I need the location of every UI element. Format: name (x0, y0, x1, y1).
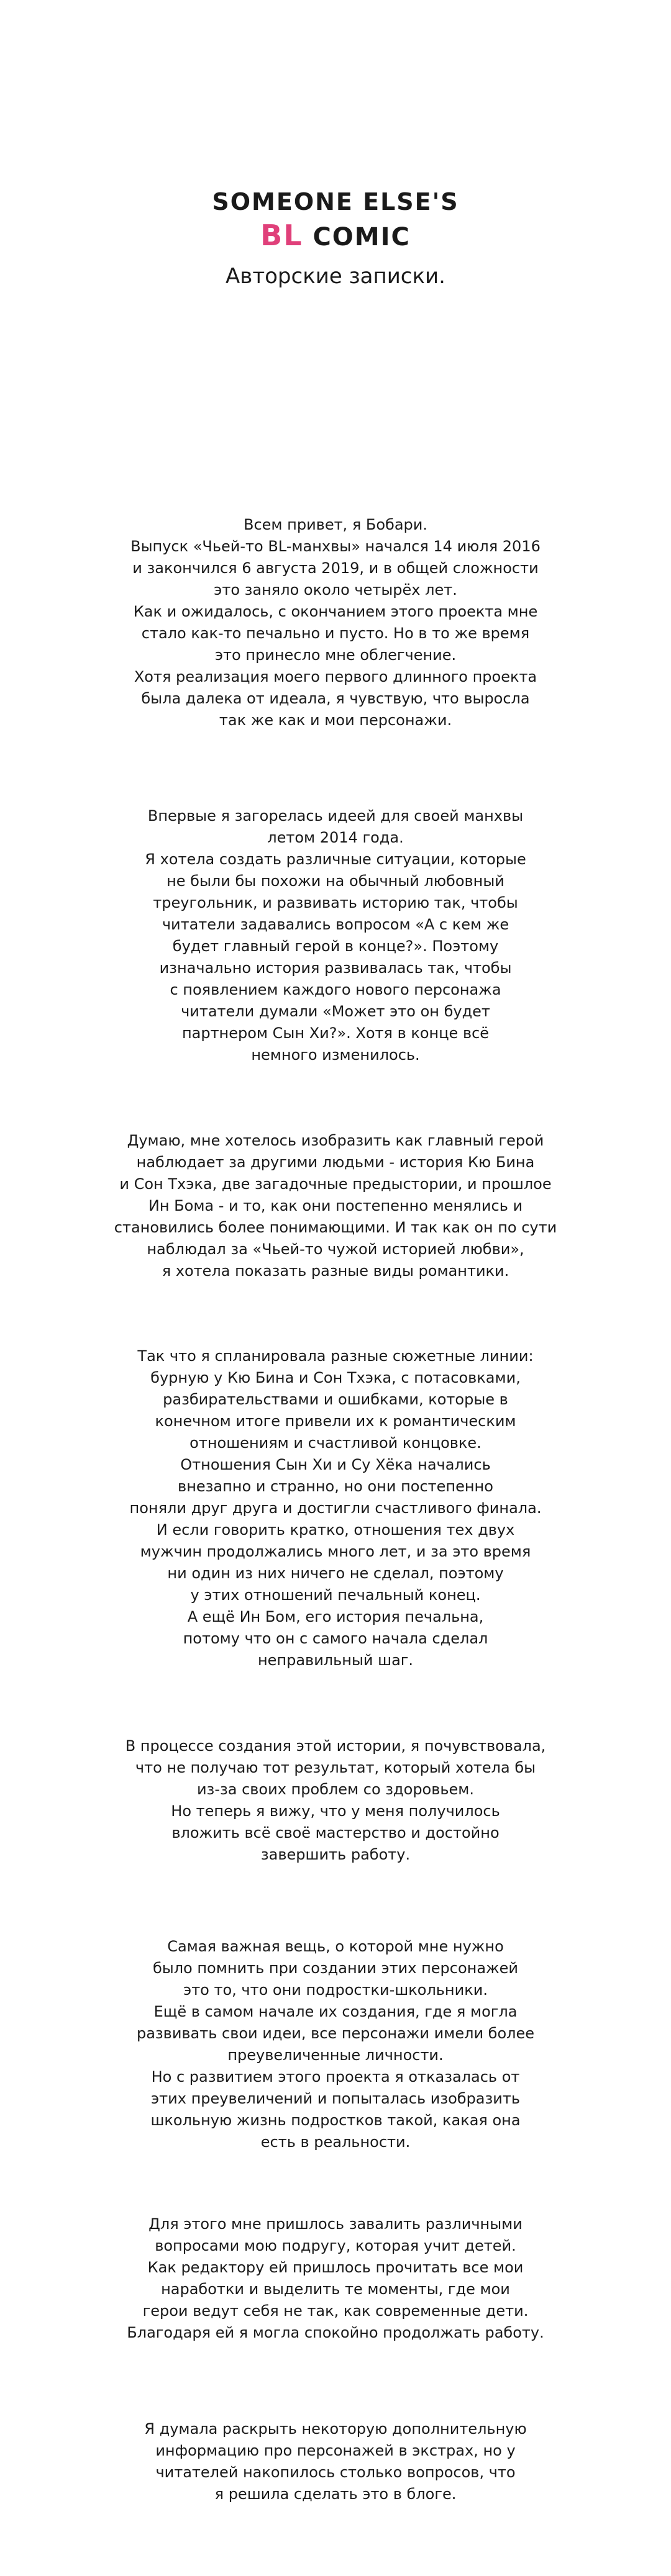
title-block (0, 186, 671, 294)
title-bl-comic (0, 217, 671, 255)
text-line: И если говорить кратко, отношения тех двух (156, 1521, 515, 1539)
text-line: у этих отношений печальный конец. (190, 1586, 481, 1604)
text-line: не были бы похожи на обычный любовный (167, 872, 504, 890)
text-line: я хотела показать разные виды романтики. (162, 1262, 509, 1280)
text-line: бурную у Кю Бина и Сон Тхэка, с потасовками, (150, 1369, 521, 1386)
text-line: немного изменилось. (251, 1046, 420, 1064)
text-line: наблюдает за другими людьми - история Кю Бина (136, 1154, 535, 1171)
text-line: Как редактору ей пришлось прочитать все мои (147, 2259, 524, 2276)
text-line: конечном итоге привели их к романтическим (155, 1412, 516, 1430)
text-line: было помнить при создании этих персонажей (152, 1959, 519, 1977)
text-line: читатели думали «Может это он будет (181, 1003, 490, 1020)
paragraph-main-hero (87, 1130, 584, 1282)
text-line: наблюдал за «Чьей-то чужой историей любви», (147, 1241, 524, 1258)
text-line: это то, что они подростки-школьники. (183, 1981, 488, 1999)
paragraph-teenagers (87, 1936, 584, 2153)
text-line: отношениям и счастливой концовке. (189, 1434, 482, 1452)
text-line: была далека от идеала, я чувствую, что выросла (141, 690, 530, 707)
text-line: изначально история развивалась так, чтобы (159, 959, 512, 977)
text-line: Но с развитием этого проекта я отказалась от (151, 2068, 520, 2086)
text-line: стало как-то печально и пусто. Но в то же время (141, 625, 530, 642)
title-bl-accent: BL (260, 219, 303, 252)
text-line: Ин Бома - и то, как они постепенно менялись и (148, 1197, 523, 1214)
text-line: так же как и мои персонажи. (219, 712, 452, 729)
text-line: Благодаря ей я могла спокойно продолжать работу. (127, 2324, 544, 2341)
text-line: Думаю, мне хотелось изобразить как главный герой (127, 1132, 544, 1149)
text-line: Но теперь я вижу, что у меня получилось (171, 1802, 500, 1820)
text-line: есть в реальности. (260, 2133, 411, 2151)
text-line: треугольник, и развивать историю так, чтобы (153, 894, 518, 911)
paragraph-blog (87, 2418, 584, 2505)
paragraph-editor-friend (87, 2213, 584, 2344)
text-line: наработки и выделить те моменты, где мои (161, 2280, 510, 2298)
text-line: поняли друг друга и достигли счастливого финала. (129, 1499, 542, 1517)
text-line: и закончился 6 августа 2019, и в общей сложности (132, 559, 539, 577)
text-line: вложить всё своё мастерство и достойно (171, 1824, 500, 1842)
text-line: этих преувеличений и попыталась изобразить (151, 2090, 520, 2107)
text-line: и Сон Тхэка, две загадочные предыстории, и прошлое (119, 1175, 552, 1193)
paragraph-health (87, 1735, 584, 1866)
text-line: Я хотела создать различные ситуации, которые (145, 851, 526, 868)
text-line: Самая важная вещь, о которой мне нужно (167, 1938, 504, 1955)
text-line: Хотя реализация моего первого длинного проекта (134, 668, 537, 685)
paragraph-intro (87, 514, 584, 731)
text-line: Так что я спланировала разные сюжетные линии: (137, 1347, 534, 1365)
text-line: Для этого мне пришлось завалить различными (148, 2215, 523, 2233)
text-line: читатели задавались вопросом «А с кем же (162, 916, 509, 933)
text-line: Всем привет, я Бобари. (243, 516, 427, 533)
text-line: Ещё в самом начале их создания, где я могла (153, 2003, 518, 2020)
title-comic: COMIC (303, 223, 411, 251)
text-line: Я думала раскрыть некоторую дополнительную (144, 2420, 527, 2438)
text-line: это принесло мне облегчение. (214, 646, 457, 664)
text-line: из-за своих проблем со здоровьем. (196, 1781, 475, 1798)
text-line: внезапно и странно, но они постепенно (178, 1478, 493, 1495)
text-line: ни один из них ничего не сделал, поэтому (167, 1565, 504, 1582)
text-line: информацию про персонажей в экстрах, но у (155, 2442, 516, 2459)
text-line: что не получаю тот результат, который хотела бы (135, 1759, 536, 1776)
text-line: партнером Сын Хи?». Хотя в конце всё (181, 1024, 490, 1042)
text-line: В процессе создания этой истории, я почувствовала, (125, 1737, 546, 1755)
text-line: школьную жизнь подростков такой, какая она (150, 2112, 521, 2129)
text-line: Выпуск «Чьей-то BL-манхвы» начался 14 июля 2016 (130, 538, 541, 555)
text-line: становились более понимающими. И так как он по сути (114, 1219, 557, 1236)
text-line: Впервые я загорелась идеей для своей манхвы (147, 807, 524, 825)
title-someone-elses: SOMEONE ELSE'S (212, 188, 459, 215)
text-line: будет главный герой в конце?». Поэтому (172, 938, 499, 955)
text-line: герои ведут себя не так, как современные дети. (142, 2302, 529, 2320)
text-line: неправильный шаг. (257, 1652, 414, 1669)
text-line: это заняло около четырёх лет. (214, 581, 457, 599)
text-line: А ещё Ин Бом, его история печальна, (187, 1608, 484, 1625)
text-line: мужчин продолжались много лет, и за это время (140, 1543, 531, 1560)
paragraph-idea (87, 805, 584, 1066)
text-line: развивать свои идеи, все персонажи имели более (136, 2025, 535, 2042)
text-line: завершить работу. (260, 1846, 411, 1863)
subtitle-author-notes: Авторские записки. (226, 264, 445, 289)
text-line: вопросами мою подругу, которая учит детей. (155, 2237, 516, 2254)
text-line: читателей накопилось столько вопросов, что (155, 2464, 516, 2481)
paragraph-storylines (87, 1345, 584, 1671)
text-line: с появлением каждого нового персонажа (170, 981, 501, 998)
text-line: летом 2014 года. (267, 829, 404, 846)
text-line: преувеличенные личности. (227, 2046, 444, 2064)
text-line: Как и ожидалось, с окончанием этого проекта мне (133, 603, 538, 620)
text-line: разбирательствами и ошибками, которые в (163, 1391, 508, 1408)
text-line: потому что он с самого начала сделал (183, 1630, 488, 1647)
text-line: Отношения Сын Хи и Су Хёка начались (180, 1456, 491, 1473)
text-line: я решила сделать это в блоге. (214, 2485, 457, 2503)
